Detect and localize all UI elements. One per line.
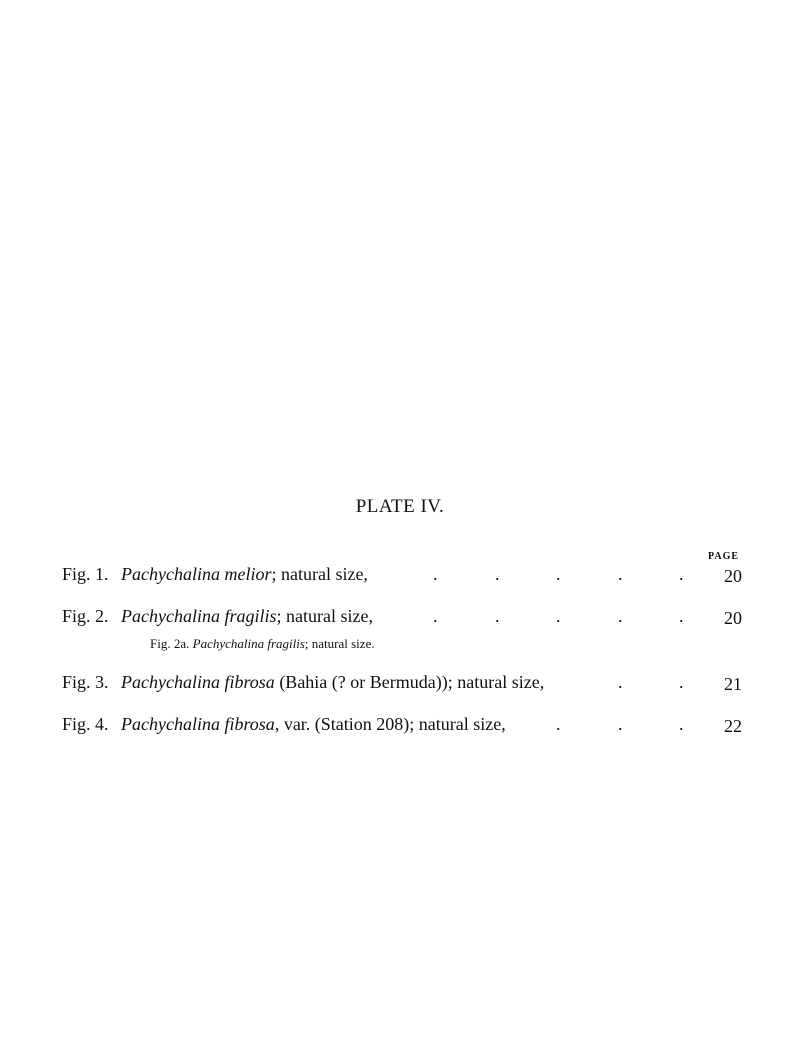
leader-dot: .: [433, 564, 438, 584]
figure-entry-1: [62, 564, 742, 590]
leader-dot: .: [556, 714, 561, 734]
caption-rest: (Bahia (? or Bermuda)); natural size,: [274, 672, 545, 692]
leader-dot: .: [679, 672, 684, 692]
leader-dot: .: [679, 606, 684, 626]
figure-entry-2: [62, 606, 742, 632]
figure-label: Fig. 3.: [62, 672, 109, 692]
sub-figure-label: Fig. 2a.: [150, 636, 190, 651]
leader-dot: .: [618, 606, 623, 626]
page-number: 21: [724, 674, 742, 694]
page-column-header: PAGE: [708, 551, 740, 562]
caption-rest: ; natural size,: [276, 606, 373, 626]
caption-rest: ; natural size,: [271, 564, 368, 584]
leader-dot: .: [618, 564, 623, 584]
leader-dot: .: [679, 714, 684, 734]
sub-species-name: Pachychalina fragilis: [192, 636, 305, 651]
leader-dot: .: [618, 672, 623, 692]
leader-dot: .: [495, 564, 500, 584]
species-name: Pachychalina fibrosa: [121, 714, 275, 734]
caption-rest: , var. (Station 208); natural size,: [274, 714, 506, 734]
figure-entry-4: [62, 714, 742, 740]
plate-title: PLATE IV.: [355, 496, 445, 517]
figure-label: Fig. 1.: [62, 564, 109, 584]
sub-figure-entry: [150, 636, 375, 652]
sub-caption-rest: ; natural size.: [304, 636, 375, 651]
page-number: 22: [724, 716, 742, 736]
leader-dot: .: [618, 714, 623, 734]
leader-dot: .: [679, 564, 684, 584]
figure-caption: [121, 714, 506, 735]
species-name: Pachychalina fibrosa: [121, 672, 275, 692]
leader-dot: .: [495, 606, 500, 626]
page-number: 20: [724, 566, 742, 586]
leader-dot: .: [433, 606, 438, 626]
figure-caption: [121, 672, 544, 693]
leader-dot: .: [556, 606, 561, 626]
figure-label: Fig. 2.: [62, 606, 109, 626]
species-name: Pachychalina melior: [121, 564, 272, 584]
page-number: 20: [724, 608, 742, 628]
figure-entry-3: [62, 672, 742, 698]
figure-caption: [121, 606, 373, 627]
leader-dot: .: [556, 564, 561, 584]
figure-label: Fig. 4.: [62, 714, 109, 734]
species-name: Pachychalina fragilis: [121, 606, 277, 626]
figure-caption: [121, 564, 368, 585]
